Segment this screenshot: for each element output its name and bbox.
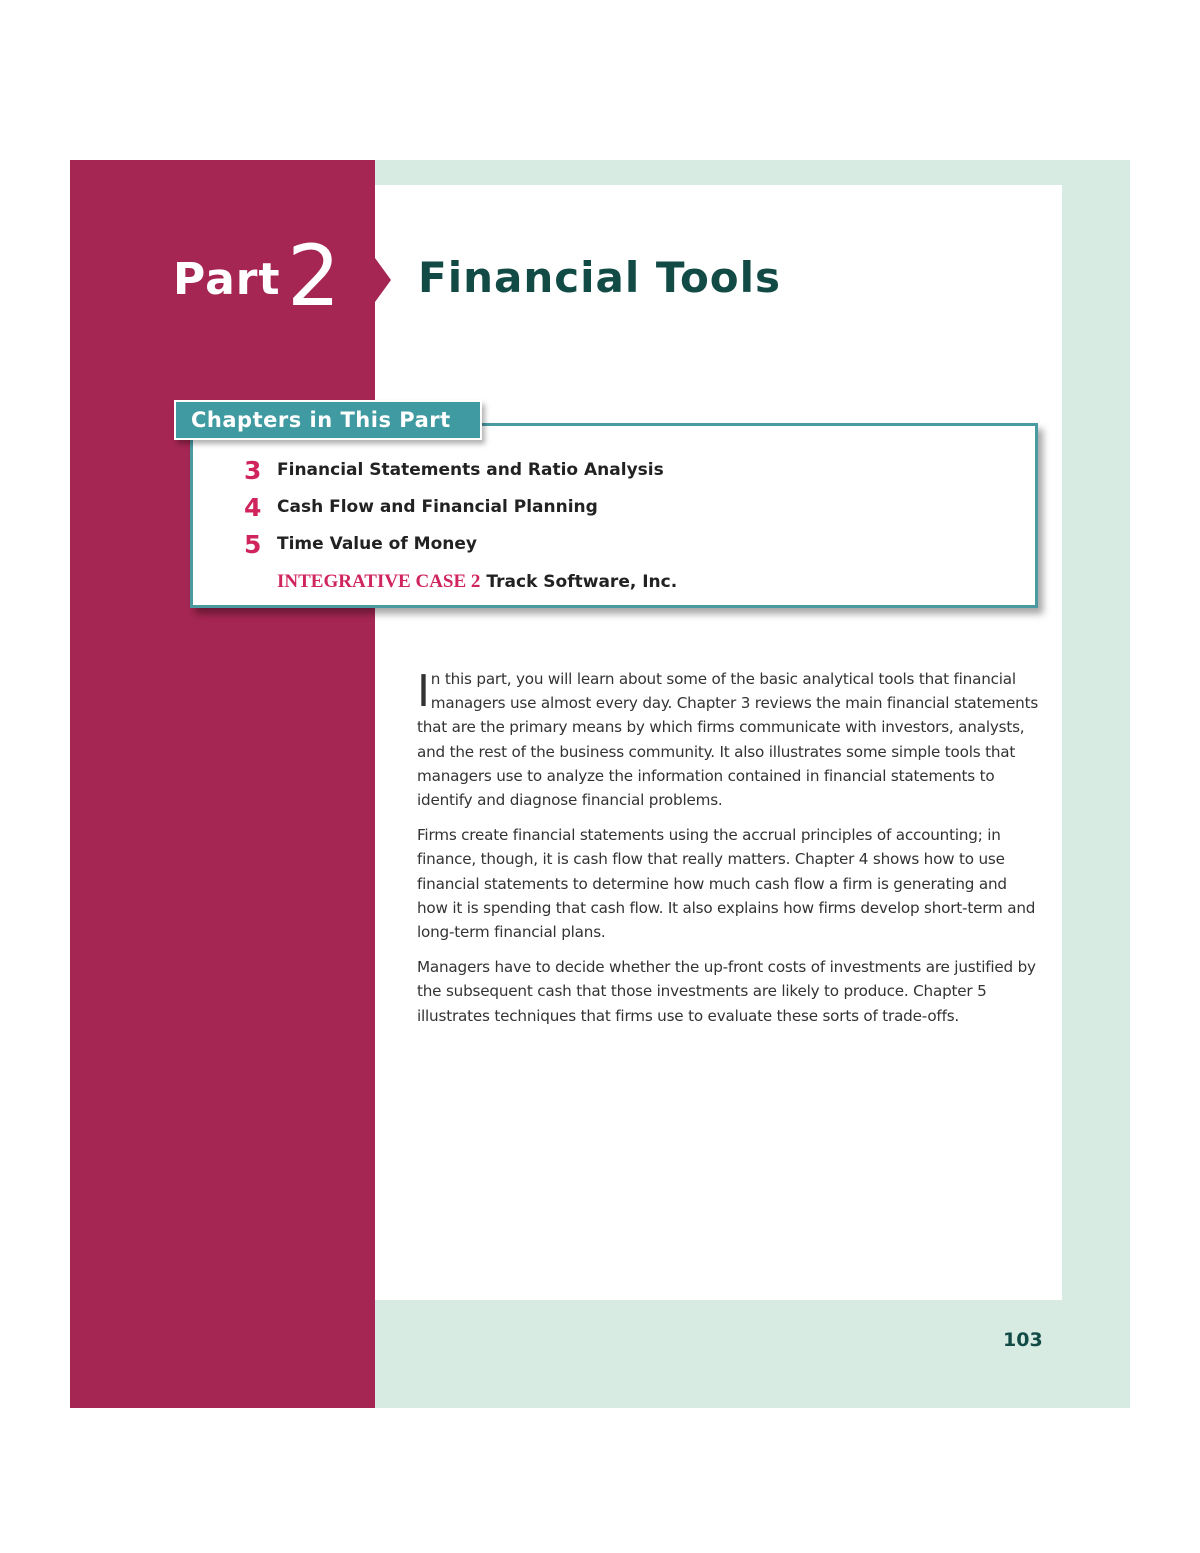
left-color-band (70, 160, 375, 1408)
chapter-item (244, 527, 477, 561)
chapter-title: Cash Flow and Financial Planning (277, 497, 598, 517)
intro-paragraph-text: n this part, you will learn about some of the basic analytical tools that financial managers use almost every day. Chapter 3 reviews the main financial statements that are the primary means by which firms communicate with investors, analysts, and the rest of the business community. It also illustrates some simple tools that managers use to analyze the information contained in financial statements to identify and diagnose financial problems. (417, 670, 1039, 810)
case-title: Track Software, Inc. (486, 572, 678, 592)
part-title: Financial Tools (418, 253, 782, 302)
chapter-number: 3 (244, 455, 262, 485)
intro-paragraph (417, 667, 1042, 812)
part-label: Part (173, 254, 281, 305)
chapter-item (244, 490, 598, 524)
chapter-number: 5 (244, 529, 262, 559)
integrative-case (277, 567, 677, 597)
chapter-number: 4 (244, 492, 262, 522)
part-number: 2 (287, 227, 341, 325)
arrow-icon (375, 258, 391, 302)
intro-paragraph: Firms create financial statements using the accrual principles of accounting; in finance, though, it is cash flow that really matters. Chapter 4 shows how to use financial statements to determine how much cash flow a firm is generating and how it is spending that cash flow. It also explains how firms develop short-term and long-term financial plans. (417, 826, 1036, 942)
page-number: 103 (1003, 1329, 1043, 1351)
intro-text (417, 667, 1042, 1039)
chapters-heading: Chapters in This Part (174, 400, 482, 440)
drop-cap: I (417, 666, 430, 717)
intro-paragraph: Managers have to decide whether the up-front costs of investments are justified by the subsequent cash that those investments are likely to produce. Chapter 5 illustrates techniques that firms use to evaluate these sorts of trade-offs. (417, 958, 1036, 1025)
chapter-title: Financial Statements and Ratio Analysis (277, 460, 664, 480)
chapter-item (244, 453, 664, 487)
chapter-title: Time Value of Money (277, 534, 477, 554)
case-label: INTEGRATIVE CASE 2 (277, 571, 481, 592)
